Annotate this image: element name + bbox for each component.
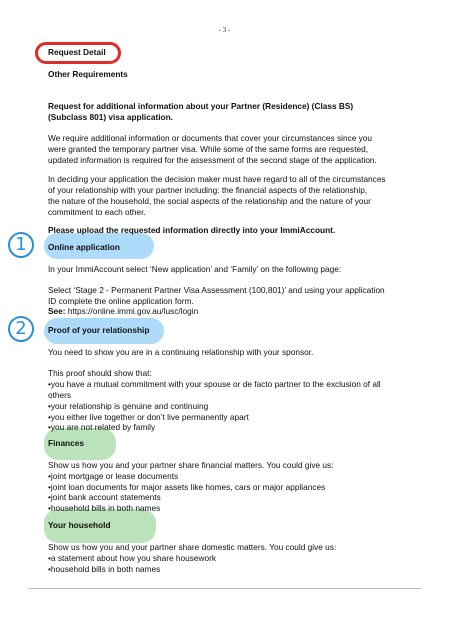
finances-bullet: •joint bank account statements [48,492,161,502]
intro-paragraph-line: We require additional information or documents that cover your circumstances since you [48,133,373,143]
proof-relationship-heading: Proof of your relationship [48,325,150,335]
finances-line: Show us how you and your partner share financial matters. You could give us: [48,460,334,470]
immi-login-link[interactable]: https://online.immi.gov.au/lusc/login [65,306,199,316]
finances-bullet: •joint mortgage or lease documents [48,471,179,481]
proof-line: You need to show you are in a continuing relationship with your sponsor. [48,347,314,357]
finances-heading: Finances [48,438,84,448]
decision-paragraph-line: of your relationship with your partner including: the financial aspects of the relationship, [48,185,368,195]
household-bullet: •household bills in both names [48,564,161,574]
proof-bullet: •you either live together or don’t live permanently apart [48,412,249,422]
finances-bullet: •household bills in both names [48,503,161,513]
online-application-line: ID complete the online application form. [48,296,194,306]
footer-divider [28,588,421,589]
request-detail-title: Request Detail [48,47,106,57]
online-application-line: Select ‘Stage 2 - Permanent Partner Visa Assessment (100,801)’ and using your application [48,285,385,295]
online-application-heading: Online application [48,242,120,252]
upload-note: Please upload the requested information directly into your ImmiAccount. [48,225,336,235]
see-label: See: [48,306,66,316]
intro-heading-line-2: (Subclass 801) visa application. [48,112,173,122]
intro-paragraph-line: updated information is required for the assessment of the second stage of the application. [48,155,377,165]
decision-paragraph-line: commitment to each other. [48,207,146,217]
household-heading: Your household [48,520,111,530]
household-line: Show us how you and your partner share domestic matters. You could give us: [48,542,337,552]
finances-bullet: •joint loan documents for major assets like homes, cars or major appliances [48,482,326,492]
number-two-annotation: 2 [8,316,34,342]
proof-bullet: •you are not related by family [48,422,156,432]
intro-paragraph-line: were granted the temporary partner visa. While some of the same forms are requested, [48,144,369,154]
online-application-line: In your ImmiAccount select ‘New application’ and ‘Family’ on the following page: [48,264,342,274]
intro-heading-line-1: Request for additional information about your Partner (Residence) (Class BS) [48,101,354,111]
decision-paragraph-line: the nature of the household, the social aspects of the relationship and the nature of your [48,196,371,206]
see-link-row [48,306,198,316]
proof-line: This proof should show that: [48,368,152,378]
number-one-annotation: 1 [8,232,34,258]
page-number: - 3 - [218,26,231,34]
household-bullet: •a statement about how you share housework [48,553,217,563]
proof-bullet: others [48,390,72,400]
proof-bullet: •your relationship is genuine and continuing [48,401,209,411]
decision-paragraph-line: In deciding your application the decision maker must have regard to all of the circumstances [48,174,386,184]
other-requirements-subtitle: Other Requirements [48,69,128,79]
proof-bullet: •you have a mutual commitment with your spouse or de facto partner to the exclusion of all [48,379,381,389]
